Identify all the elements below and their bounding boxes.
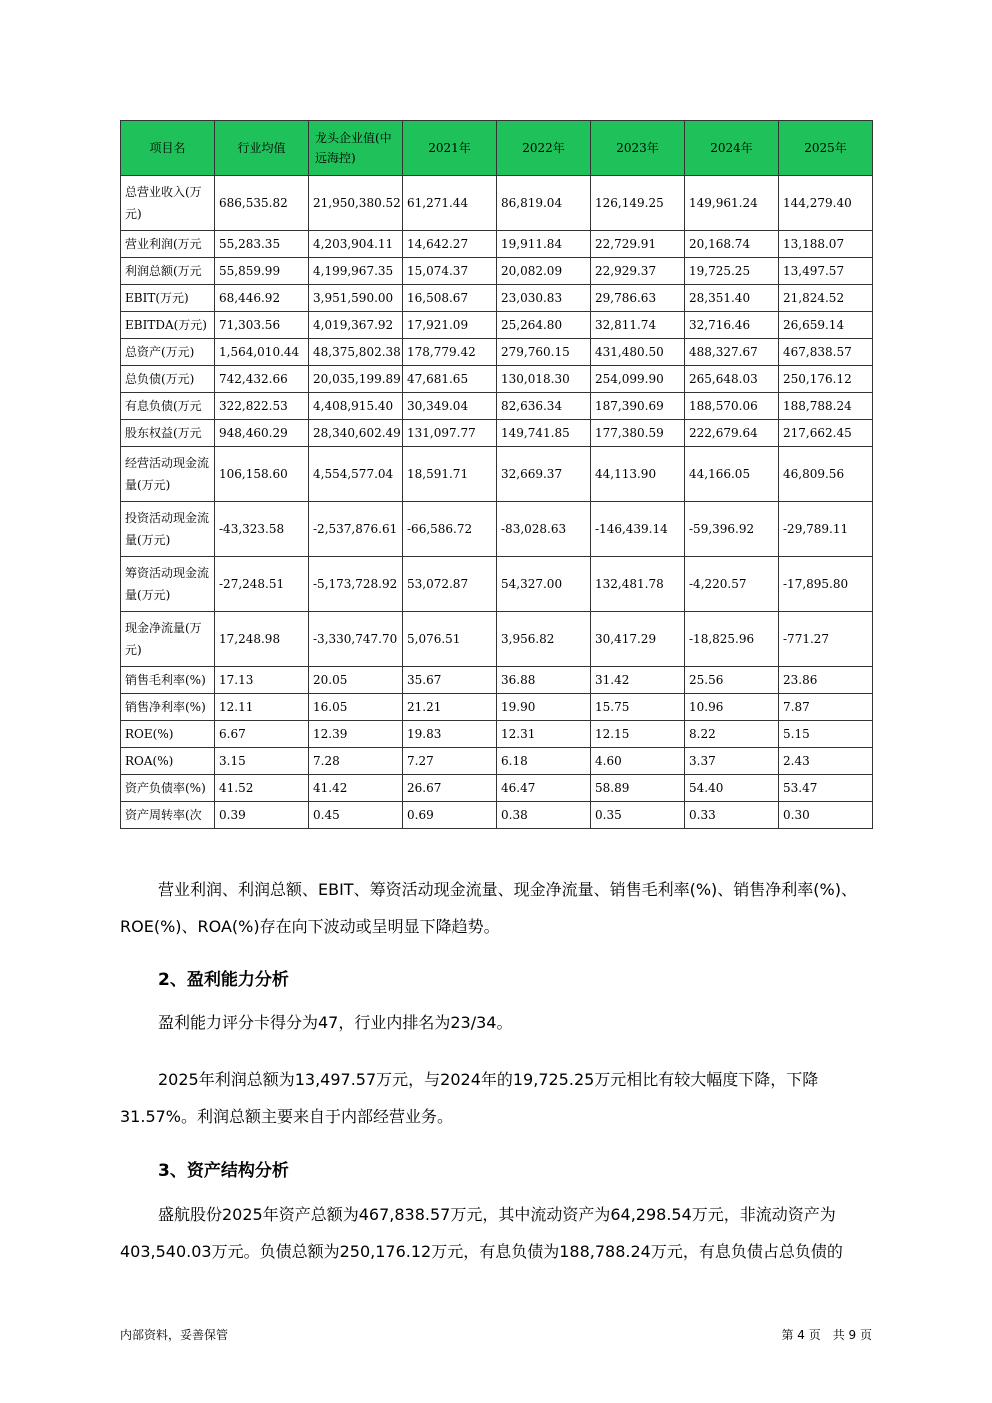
row-value: 22,729.91 bbox=[591, 231, 685, 258]
row-value: 19.90 bbox=[497, 694, 591, 721]
header-2025: 2025年 bbox=[779, 121, 873, 176]
row-value: 0.33 bbox=[685, 802, 779, 829]
row-value: 19,911.84 bbox=[497, 231, 591, 258]
section3-asset-text: 盛航股份2025年资产总额为467,838.57万元，其中流动资产为64,298.54万元，非流动资产为403,540.03万元。负债总额为250,176.12万元，有息负债为188,788.24万元，有息负债占总负债的 bbox=[120, 1205, 843, 1261]
row-value: 7.27 bbox=[403, 748, 497, 775]
row-value: -43,323.58 bbox=[215, 502, 309, 557]
section2-profit-text: 2025年利润总额为13,497.57万元，与2024年的19,725.25万元相比有较大幅度下降，下降31.57%。利润总额主要来自于内部经营业务。 bbox=[120, 1070, 819, 1126]
row-value: 4,019,367.92 bbox=[309, 312, 403, 339]
row-label: 投资活动现金流量(万元) bbox=[121, 502, 215, 557]
row-value: -27,248.51 bbox=[215, 557, 309, 612]
row-value: 948,460.29 bbox=[215, 420, 309, 447]
row-value: 86,819.04 bbox=[497, 176, 591, 231]
table-row bbox=[121, 775, 873, 802]
row-label: 有息负债(万元 bbox=[121, 393, 215, 420]
footer-page-number: 第 4 页 共 9 页 bbox=[781, 1328, 872, 1342]
section2-heading: 2、盈利能力分析 bbox=[158, 970, 289, 990]
row-value: 15.75 bbox=[591, 694, 685, 721]
row-value: 7.87 bbox=[779, 694, 873, 721]
row-value: -3,330,747.70 bbox=[309, 612, 403, 667]
table-row bbox=[121, 557, 873, 612]
row-value: 279,760.15 bbox=[497, 339, 591, 366]
row-label: 利润总额(万元 bbox=[121, 258, 215, 285]
header-item-name: 项目名 bbox=[121, 121, 215, 176]
row-value: 19,725.25 bbox=[685, 258, 779, 285]
row-value: 5.15 bbox=[779, 721, 873, 748]
row-value: 68,446.92 bbox=[215, 285, 309, 312]
row-value: 188,788.24 bbox=[779, 393, 873, 420]
row-label: 销售净利率(%) bbox=[121, 694, 215, 721]
row-label: 经营活动现金流量(万元) bbox=[121, 447, 215, 502]
row-value: 322,822.53 bbox=[215, 393, 309, 420]
row-value: 467,838.57 bbox=[779, 339, 873, 366]
row-value: 12.31 bbox=[497, 721, 591, 748]
financial-table bbox=[120, 120, 873, 829]
row-value: 188,570.06 bbox=[685, 393, 779, 420]
section2-score-text: 盈利能力评分卡得分为47，行业内排名为23/34。 bbox=[158, 1013, 513, 1032]
row-value: 222,679.64 bbox=[685, 420, 779, 447]
table-row bbox=[121, 366, 873, 393]
row-value: 265,648.03 bbox=[685, 366, 779, 393]
trend-paragraph-text: 营业利润、利润总额、EBIT、筹资活动现金流量、现金净流量、销售毛利率(%)、销售净利率(%)、ROE(%)、ROA(%)存在向下波动或呈明显下降趋势。 bbox=[120, 880, 857, 936]
row-value: 4,199,967.35 bbox=[309, 258, 403, 285]
section2-profit-paragraph bbox=[120, 1061, 872, 1135]
row-value: 254,099.90 bbox=[591, 366, 685, 393]
row-value: 16,508.67 bbox=[403, 285, 497, 312]
row-label: 总资产(万元) bbox=[121, 339, 215, 366]
row-value: 742,432.66 bbox=[215, 366, 309, 393]
row-value: 4,203,904.11 bbox=[309, 231, 403, 258]
row-value: 0.30 bbox=[779, 802, 873, 829]
row-value: 3,956.82 bbox=[497, 612, 591, 667]
row-label: 筹资活动现金流量(万元) bbox=[121, 557, 215, 612]
row-value: 25.56 bbox=[685, 667, 779, 694]
table-header-row bbox=[121, 121, 873, 176]
row-label: ROE(%) bbox=[121, 721, 215, 748]
row-label: 销售毛利率(%) bbox=[121, 667, 215, 694]
row-value: 126,149.25 bbox=[591, 176, 685, 231]
row-value: 20.05 bbox=[309, 667, 403, 694]
table-row bbox=[121, 339, 873, 366]
row-value: 26.67 bbox=[403, 775, 497, 802]
row-value: 46,809.56 bbox=[779, 447, 873, 502]
row-value: 15,074.37 bbox=[403, 258, 497, 285]
row-value: 41.52 bbox=[215, 775, 309, 802]
row-value: 21,824.52 bbox=[779, 285, 873, 312]
row-value: 177,380.59 bbox=[591, 420, 685, 447]
table-row bbox=[121, 420, 873, 447]
row-value: 55,283.35 bbox=[215, 231, 309, 258]
row-label: 资产周转率(次 bbox=[121, 802, 215, 829]
header-2022: 2022年 bbox=[497, 121, 591, 176]
table-row bbox=[121, 231, 873, 258]
table-body bbox=[121, 176, 873, 829]
row-value: 10.96 bbox=[685, 694, 779, 721]
table-row bbox=[121, 447, 873, 502]
table-row bbox=[121, 176, 873, 231]
row-value: 6.18 bbox=[497, 748, 591, 775]
row-value: 12.39 bbox=[309, 721, 403, 748]
header-2024: 2024年 bbox=[685, 121, 779, 176]
table-row bbox=[121, 502, 873, 557]
row-value: 17.13 bbox=[215, 667, 309, 694]
row-value: -18,825.96 bbox=[685, 612, 779, 667]
row-value: 32,716.46 bbox=[685, 312, 779, 339]
row-value: 250,176.12 bbox=[779, 366, 873, 393]
row-label: 现金净流量(万元) bbox=[121, 612, 215, 667]
row-value: 2.43 bbox=[779, 748, 873, 775]
row-value: 13,497.57 bbox=[779, 258, 873, 285]
row-label: 资产负债率(%) bbox=[121, 775, 215, 802]
row-value: 217,662.45 bbox=[779, 420, 873, 447]
row-value: 686,535.82 bbox=[215, 176, 309, 231]
row-value: 6.67 bbox=[215, 721, 309, 748]
row-value: 20,082.09 bbox=[497, 258, 591, 285]
row-value: -17,895.80 bbox=[779, 557, 873, 612]
table-row bbox=[121, 694, 873, 721]
table-row bbox=[121, 748, 873, 775]
row-value: 144,279.40 bbox=[779, 176, 873, 231]
row-value: 130,018.30 bbox=[497, 366, 591, 393]
row-value: 187,390.69 bbox=[591, 393, 685, 420]
header-2021: 2021年 bbox=[403, 121, 497, 176]
row-value: 35.67 bbox=[403, 667, 497, 694]
row-value: -4,220.57 bbox=[685, 557, 779, 612]
row-value: 53,072.87 bbox=[403, 557, 497, 612]
row-value: 22,929.37 bbox=[591, 258, 685, 285]
row-value: 12.11 bbox=[215, 694, 309, 721]
row-value: 4.60 bbox=[591, 748, 685, 775]
row-value: 4,408,915.40 bbox=[309, 393, 403, 420]
row-value: 1,564,010.44 bbox=[215, 339, 309, 366]
row-value: -5,173,728.92 bbox=[309, 557, 403, 612]
row-label: EBITDA(万元) bbox=[121, 312, 215, 339]
row-value: 17,248.98 bbox=[215, 612, 309, 667]
row-value: 55,859.99 bbox=[215, 258, 309, 285]
row-value: 18,591.71 bbox=[403, 447, 497, 502]
row-value: 48,375,802.38 bbox=[309, 339, 403, 366]
row-value: 178,779.42 bbox=[403, 339, 497, 366]
row-value: 71,303.56 bbox=[215, 312, 309, 339]
row-value: 46.47 bbox=[497, 775, 591, 802]
trend-paragraph bbox=[120, 871, 872, 945]
table-row bbox=[121, 285, 873, 312]
section2-score-paragraph bbox=[120, 1004, 872, 1041]
row-label: 总负债(万元) bbox=[121, 366, 215, 393]
row-value: 32,669.37 bbox=[497, 447, 591, 502]
row-value: 17,921.09 bbox=[403, 312, 497, 339]
row-value: -146,439.14 bbox=[591, 502, 685, 557]
row-value: 3,951,590.00 bbox=[309, 285, 403, 312]
row-value: 26,659.14 bbox=[779, 312, 873, 339]
row-value: 12.15 bbox=[591, 721, 685, 748]
row-value: 30,417.29 bbox=[591, 612, 685, 667]
row-value: -771.27 bbox=[779, 612, 873, 667]
table-row bbox=[121, 721, 873, 748]
table-row bbox=[121, 258, 873, 285]
header-2023: 2023年 bbox=[591, 121, 685, 176]
footer-confidential: 内部资料，妥善保管 bbox=[120, 1328, 229, 1342]
row-value: 0.39 bbox=[215, 802, 309, 829]
row-value: 0.69 bbox=[403, 802, 497, 829]
row-value: 36.88 bbox=[497, 667, 591, 694]
row-value: 149,741.85 bbox=[497, 420, 591, 447]
row-label: 营业利润(万元 bbox=[121, 231, 215, 258]
row-value: 28,340,602.49 bbox=[309, 420, 403, 447]
row-value: 106,158.60 bbox=[215, 447, 309, 502]
row-value: 82,636.34 bbox=[497, 393, 591, 420]
row-value: 13,188.07 bbox=[779, 231, 873, 258]
section3-heading: 3、资产结构分析 bbox=[158, 1161, 289, 1181]
row-value: 54,327.00 bbox=[497, 557, 591, 612]
row-value: 54.40 bbox=[685, 775, 779, 802]
row-value: 431,480.50 bbox=[591, 339, 685, 366]
row-value: 23,030.83 bbox=[497, 285, 591, 312]
row-value: 7.28 bbox=[309, 748, 403, 775]
header-leader-value: 龙头企业值(中远海控) bbox=[309, 121, 403, 176]
row-value: 14,642.27 bbox=[403, 231, 497, 258]
row-value: 47,681.65 bbox=[403, 366, 497, 393]
table-row bbox=[121, 667, 873, 694]
section3-asset-paragraph bbox=[120, 1196, 872, 1270]
row-value: 21.21 bbox=[403, 694, 497, 721]
row-value: 5,076.51 bbox=[403, 612, 497, 667]
row-label: 总营业收入(万元) bbox=[121, 176, 215, 231]
row-value: 4,554,577.04 bbox=[309, 447, 403, 502]
row-value: 31.42 bbox=[591, 667, 685, 694]
row-value: -66,586.72 bbox=[403, 502, 497, 557]
row-value: 20,035,199.89 bbox=[309, 366, 403, 393]
row-value: 44,113.90 bbox=[591, 447, 685, 502]
row-value: 58.89 bbox=[591, 775, 685, 802]
row-value: 21,950,380.52 bbox=[309, 176, 403, 231]
row-label: EBIT(万元) bbox=[121, 285, 215, 312]
row-value: -83,028.63 bbox=[497, 502, 591, 557]
table-row bbox=[121, 612, 873, 667]
row-value: 32,811.74 bbox=[591, 312, 685, 339]
row-value: -59,396.92 bbox=[685, 502, 779, 557]
row-value: 61,271.44 bbox=[403, 176, 497, 231]
row-label: 股东权益(万元 bbox=[121, 420, 215, 447]
row-value: 29,786.63 bbox=[591, 285, 685, 312]
row-value: 132,481.78 bbox=[591, 557, 685, 612]
row-value: 0.35 bbox=[591, 802, 685, 829]
row-value: 3.15 bbox=[215, 748, 309, 775]
header-industry-avg: 行业均值 bbox=[215, 121, 309, 176]
row-value: 131,097.77 bbox=[403, 420, 497, 447]
row-value: 3.37 bbox=[685, 748, 779, 775]
row-value: 30,349.04 bbox=[403, 393, 497, 420]
row-value: 16.05 bbox=[309, 694, 403, 721]
row-value: 53.47 bbox=[779, 775, 873, 802]
table-row bbox=[121, 802, 873, 829]
row-value: 0.45 bbox=[309, 802, 403, 829]
row-value: 8.22 bbox=[685, 721, 779, 748]
row-value: 41.42 bbox=[309, 775, 403, 802]
row-value: 0.38 bbox=[497, 802, 591, 829]
row-value: 25,264.80 bbox=[497, 312, 591, 339]
row-value: 28,351.40 bbox=[685, 285, 779, 312]
row-value: 488,327.67 bbox=[685, 339, 779, 366]
row-value: 19.83 bbox=[403, 721, 497, 748]
row-value: 149,961.24 bbox=[685, 176, 779, 231]
row-value: 20,168.74 bbox=[685, 231, 779, 258]
row-label: ROA(%) bbox=[121, 748, 215, 775]
table-row bbox=[121, 312, 873, 339]
row-value: -2,537,876.61 bbox=[309, 502, 403, 557]
row-value: 23.86 bbox=[779, 667, 873, 694]
row-value: 44,166.05 bbox=[685, 447, 779, 502]
table-row bbox=[121, 393, 873, 420]
row-value: -29,789.11 bbox=[779, 502, 873, 557]
